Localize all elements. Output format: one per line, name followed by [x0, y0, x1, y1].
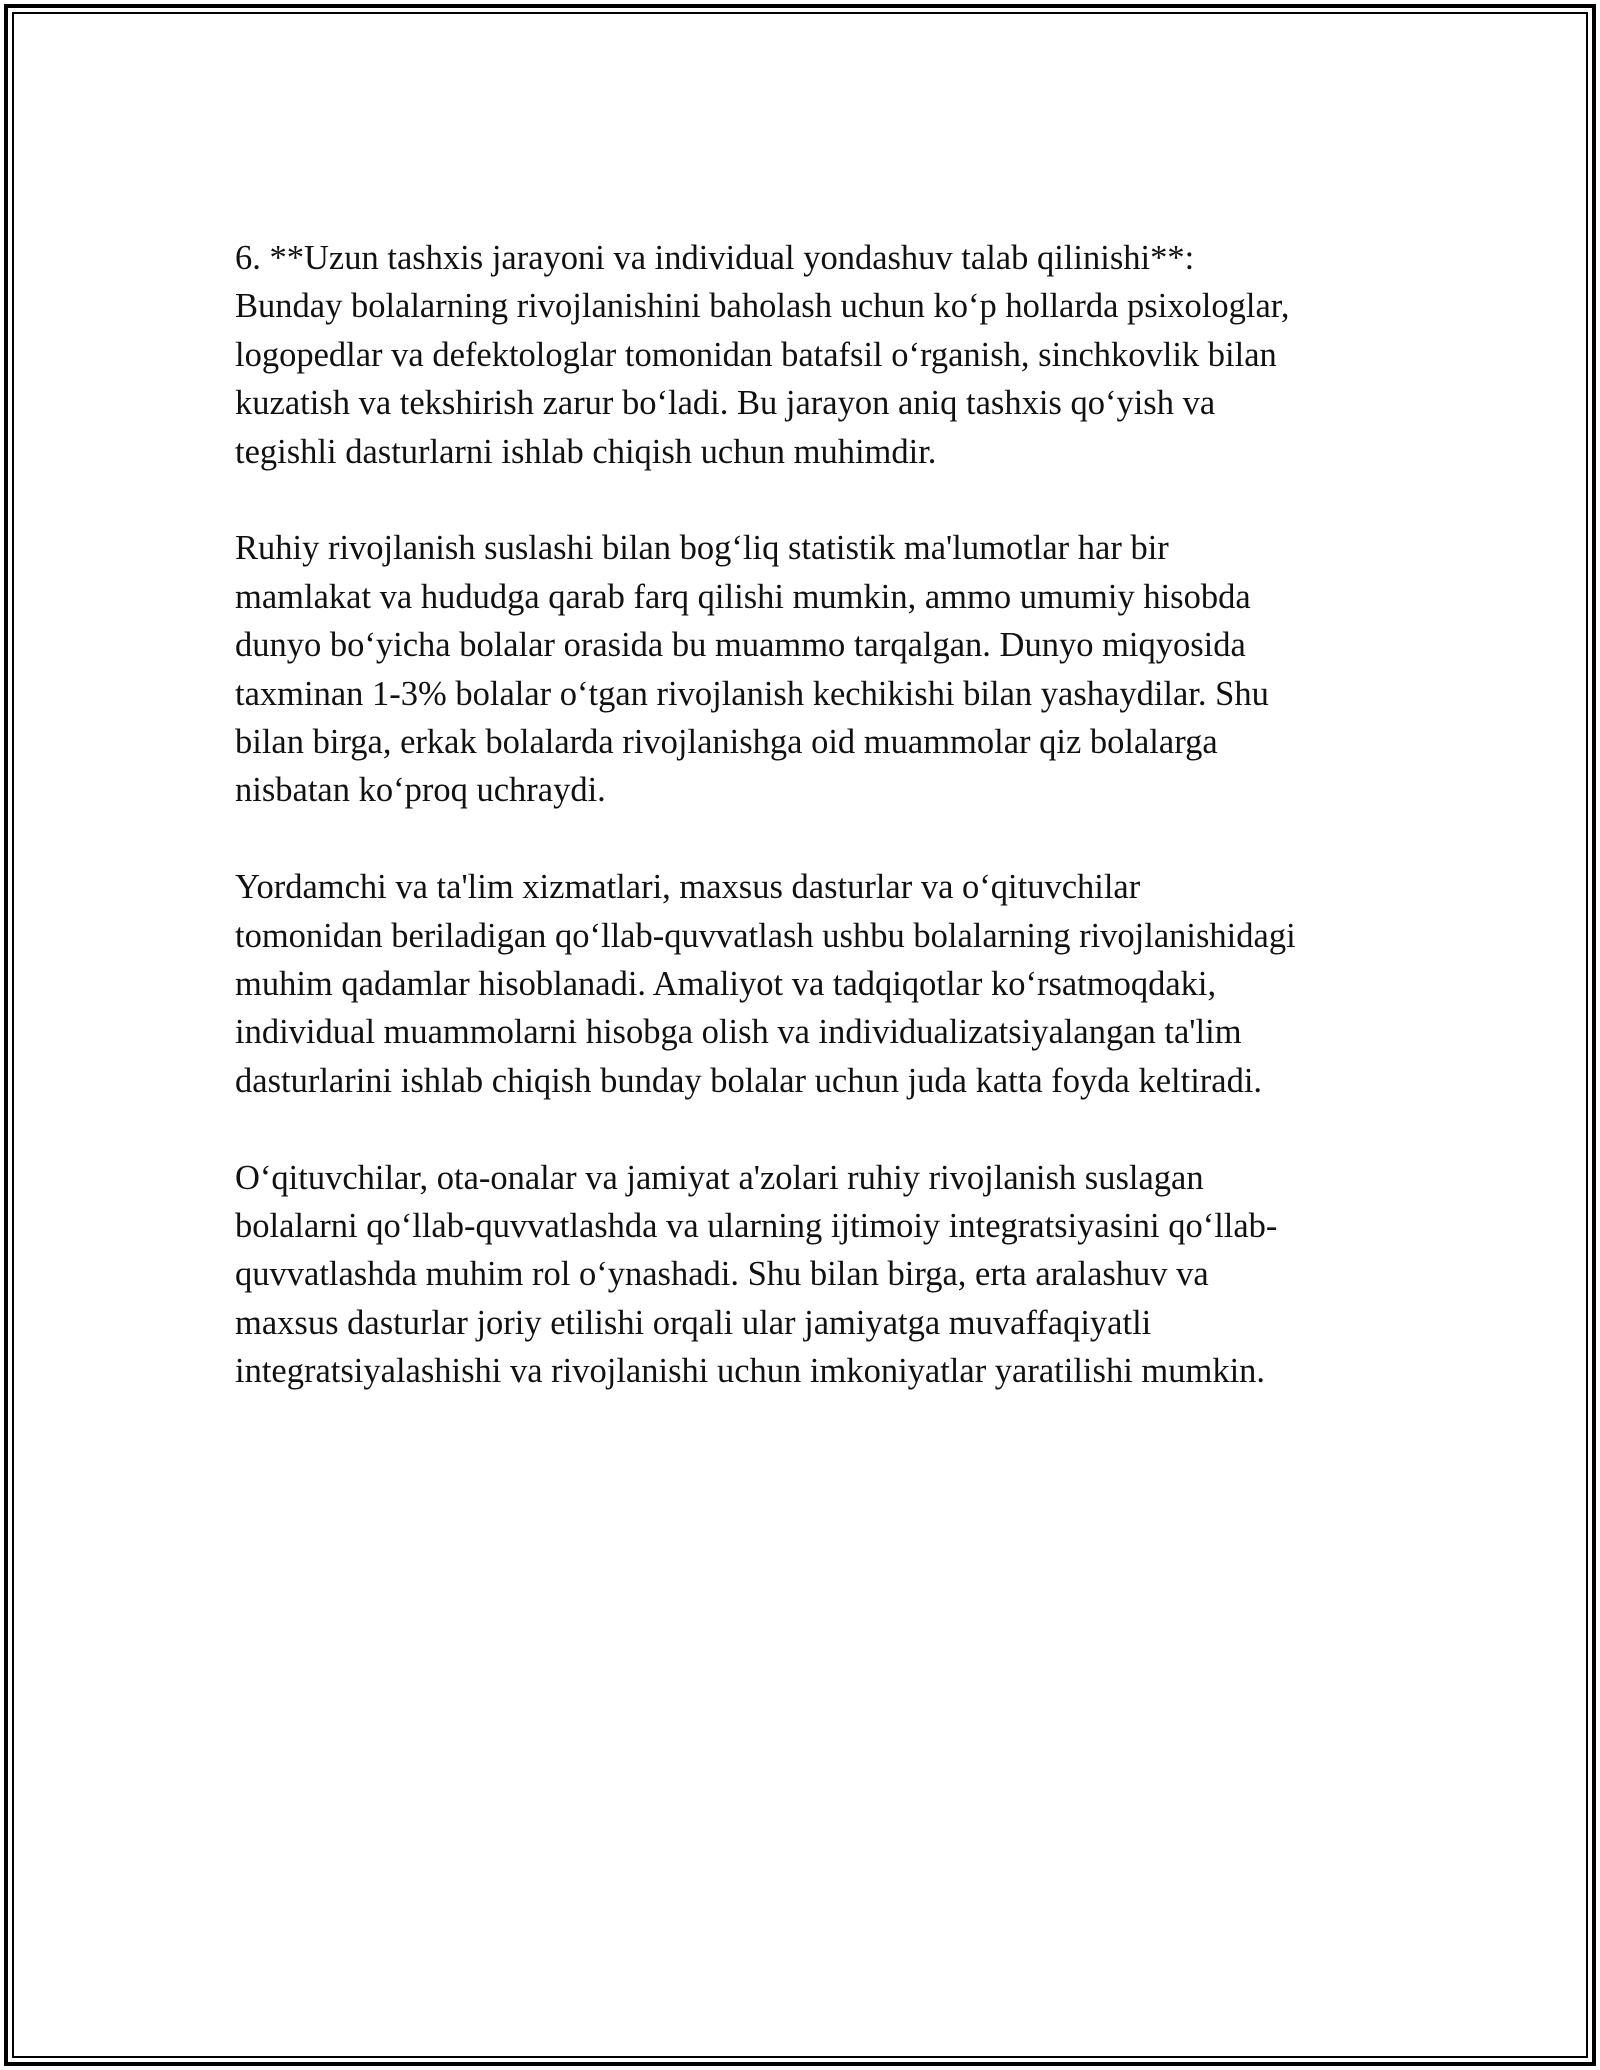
paragraph-statistics: Ruhiy rivojlanish suslashi bilan bog‘liq statistik ma'lumotlar har bir mamlakat va hududga qarab farq qilishi mumkin, ammo umumiy hisobda dunyo bo‘yicha bolalar orasida bu muammo tarqalgan. Dunyo miqyosida taxminan 1-3% bolalar o‘tgan rivojlanish kechikishi bilan yashaydilar. Shu bilan birga, erkak bolalarda rivojlanishga oid muammolar qiz bolalarga nisbatan ko‘proq uchraydi. — [235, 529, 1269, 810]
paragraph-support-services: Yordamchi va ta'lim xizmatlari, maxsus dasturlar va o‘qituvchilar tomonidan beriladigan qo‘llab-quvvatlash ushbu bolalarning rivojlanishidagi muhim qadamlar hisoblanadi. Amaliyot va tadqiqotlar ko‘rsatmoqdaki, individual muammolarni hisobga olish va individualizatsiyalangan ta'lim dasturlarini ishlab chiqish bunday bolalar uchun juda katta foyda keltiradi. — [235, 868, 1296, 1100]
document-body — [235, 234, 1395, 1444]
paragraph-diagnosis-process: 6. **Uzun tashxis jarayoni va individual yondashuv talab qilinishi**: Bunday bolalarning rivojlanishini baholash uchun ko‘p hollarda psixologlar, logopedlar va defektologlar tomonidan batafsil o‘rganish, sinchkovlik bilan kuzatish va tekshirish zarur bo‘ladi. Bu jarayon aniq tashxis qo‘yish va tegishli dasturlarni ishlab chiqish uchun muhimdir. — [235, 239, 1290, 471]
paragraph-social-integration: O‘qituvchilar, ota-onalar va jamiyat a'zolari ruhiy rivojlanish suslagan bolalarni qo‘llab-quvvatlashda va ularning ijtimoiy integratsiyasini qo‘llab- quvvatlashda muhim rol o‘ynashadi. Shu bilan birga, erta aralashuv va maxsus dasturlar joriy etilishi orqali ular jamiyatga muvaffaqiyatli integratsiyalashishi va rivojlanishi uchun imkoniyatlar yaratilishi mumkin. — [235, 1158, 1278, 1391]
